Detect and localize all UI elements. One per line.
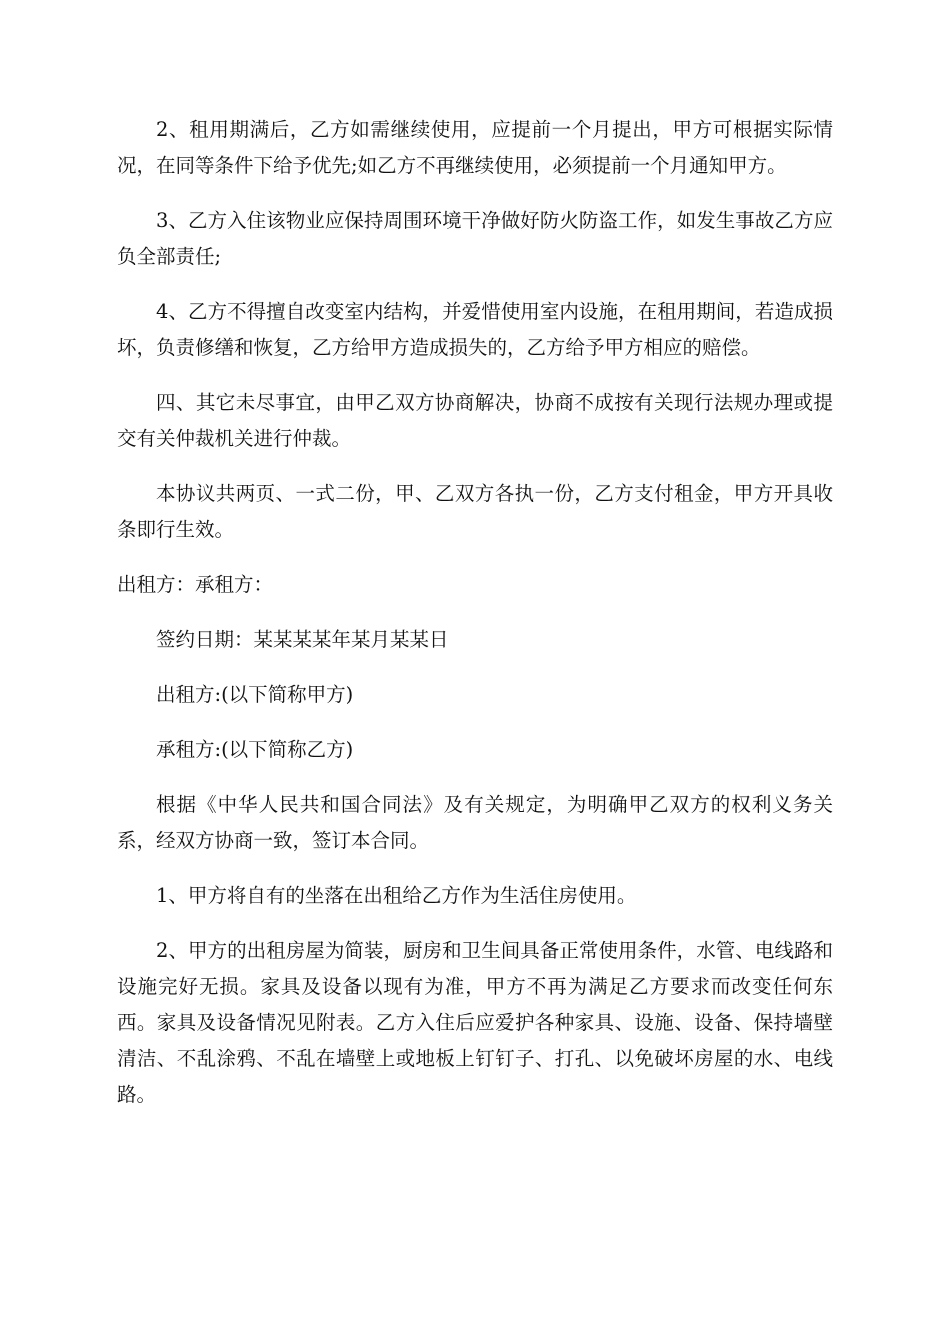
paragraph-lessee: 承租方:(以下简称乙方) <box>156 738 354 761</box>
paragraph-preamble: 根据《中华人民共和国合同法》及有关规定，为明确甲乙双方的权利义务关系，经双方协商一致，签订本合同。 <box>117 793 833 852</box>
paragraph-property-clause: 1、甲方将自有的坐落在出租给乙方作为生活住房使用。 <box>156 884 637 907</box>
paragraph-furnishing-clause: 2、甲方的出租房屋为简装，厨房和卫生间具备正常使用条件，水管、电线路和设施完好无损。家具及设备以现有为准，甲方不再为满足乙方要求而改变任何东西。家具及设备情况见附表。乙方入住后应爱护各种家具、设施、设备、保持墙壁清洁、不乱涂鸦、不乱在墙壁上或地板上钉钉子、打孔、以免破坏房屋的水、电线路。 <box>117 939 833 1106</box>
document-page <box>117 112 833 1132</box>
paragraph-signatories: 出租方：承租方： <box>117 573 274 596</box>
paragraph-signing-date: 签约日期：某某某某年某月某某日 <box>156 628 449 651</box>
paragraph-safety-clause: 3、乙方入住该物业应保持周围环境干净做好防火防盗工作，如发生事故乙方应负全部责任; <box>117 209 833 268</box>
paragraph-structure-clause: 4、乙方不得擅自改变室内结构，并爱惜使用室内设施，在租用期间，若造成损坏，负责修缮和恢复，乙方给甲方造成损失的，乙方给予甲方相应的赔偿。 <box>117 300 833 359</box>
paragraph-lessor: 出租方:(以下简称甲方) <box>156 683 354 706</box>
paragraph-dispute-clause: 四、其它未尽事宜，由甲乙双方协商解决，协商不成按有关现行法规办理或提交有关仲裁机关进行仲裁。 <box>117 391 833 450</box>
paragraph-renewal-clause: 2、租用期满后，乙方如需继续使用，应提前一个月提出，甲方可根据实际情况，在同等条件下给予优先;如乙方不再继续使用，必须提前一个月通知甲方。 <box>117 118 833 177</box>
paragraph-effective-clause: 本协议共两页、一式二份，甲、乙双方各执一份，乙方支付租金，甲方开具收条即行生效。 <box>117 482 833 541</box>
